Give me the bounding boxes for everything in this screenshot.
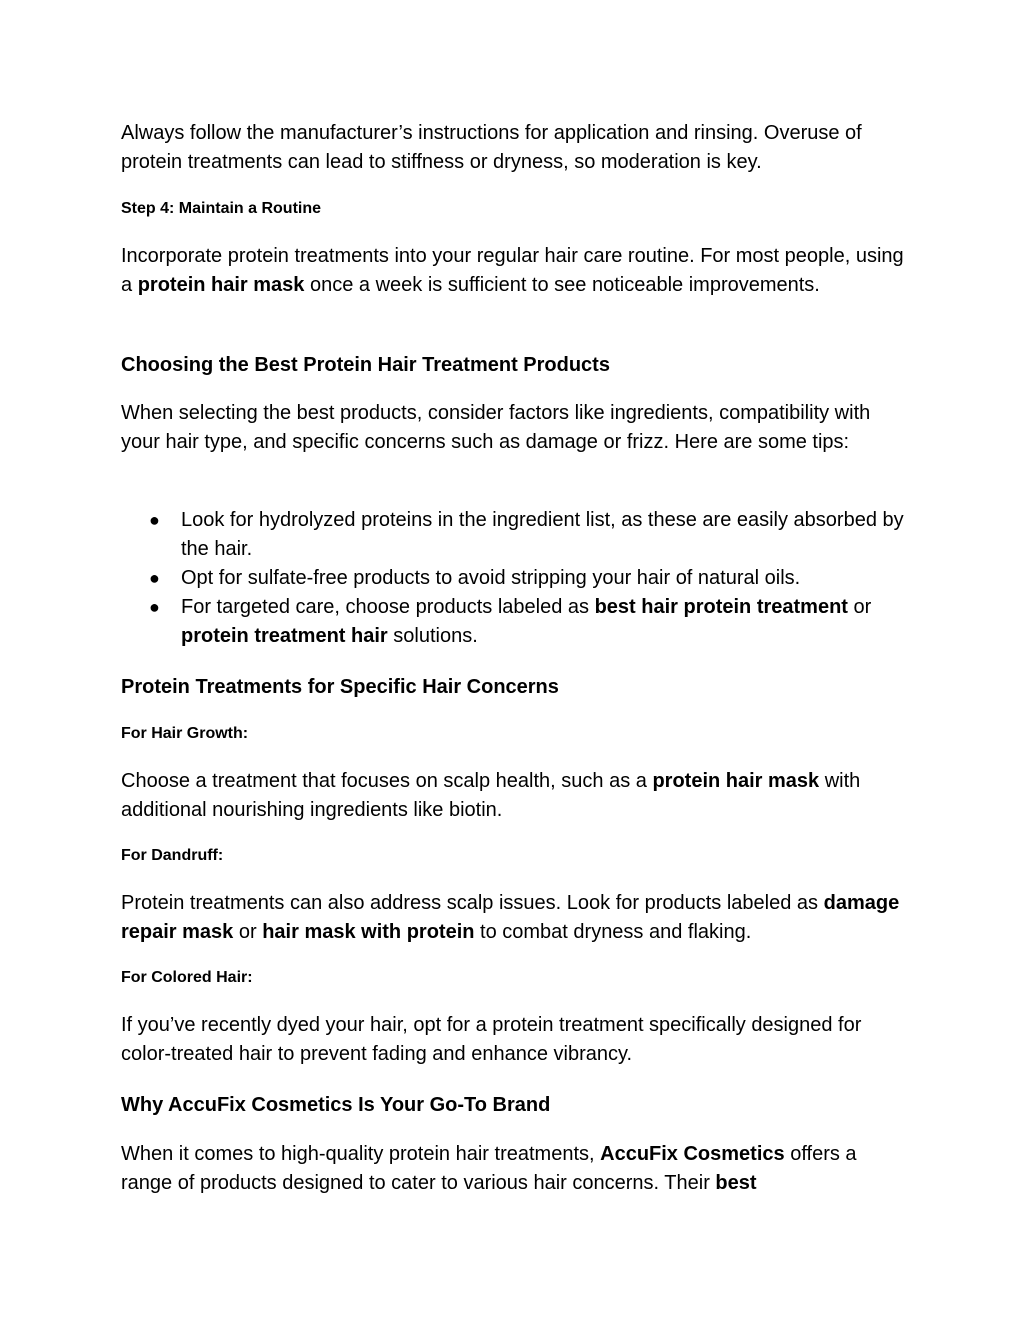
bold-keyword: best <box>715 1172 757 1194</box>
bullet-icon: ● <box>149 597 160 617</box>
subheading-colored-hair: For Colored Hair: <box>121 969 253 986</box>
text-segment: or <box>233 921 263 943</box>
subheading-dandruff: For Dandruff: <box>121 847 224 864</box>
text-segment: When it comes to high-quality protein hair treatments, <box>121 1143 601 1165</box>
text-segment: once a week is sufficient to see noticeable improvements. <box>304 274 820 296</box>
list-item-text: Look for hydrolyzed proteins in the ingredient list, as these are easily absorbed by the hair. <box>181 509 904 560</box>
bold-keyword: hair mask with protein <box>262 921 475 943</box>
list-item <box>121 593 911 651</box>
text-segment: with additional nourishing ingredients like biotin. <box>121 770 861 821</box>
paragraph-selecting-products: When selecting the best products, consider factors like ingredients, compatibility with your hair type, and specific concerns such as damage or frizz. Here are some tips: <box>121 402 871 453</box>
bold-keyword: best hair protein treatment <box>594 596 848 618</box>
bold-keyword: protein hair mask <box>652 770 820 792</box>
subheading-hair-growth: For Hair Growth: <box>121 725 249 742</box>
list-item-text: Opt for sulfate-free products to avoid stripping your hair of natural oils. <box>181 567 801 589</box>
tips-list <box>121 506 911 651</box>
paragraph-hair-growth <box>121 767 911 825</box>
bullet-icon: ● <box>149 568 160 588</box>
list-item <box>121 564 911 593</box>
paragraph-colored-hair: If you’ve recently dyed your hair, opt for a protein treatment specifically designed for color-treated hair to prevent fading and enhance vibrancy. <box>121 1014 862 1065</box>
text-segment: offers a range of products designed to cater to various hair concerns. Their <box>121 1143 857 1194</box>
bold-keyword: protein treatment hair <box>181 625 388 647</box>
section-heading-specific-concerns: Protein Treatments for Specific Hair Concerns <box>121 676 559 698</box>
text-segment: solutions. <box>387 625 478 647</box>
bold-keyword: AccuFix Cosmetics <box>600 1143 785 1165</box>
bullet-icon: ● <box>149 510 160 530</box>
section-heading-why-accufix: Why AccuFix Cosmetics Is Your Go-To Brand <box>121 1094 551 1116</box>
text-segment: Protein treatments can also address scalp issues. Look for products labeled as <box>121 892 824 914</box>
text-segment: Choose a treatment that focuses on scalp health, such as a <box>121 770 653 792</box>
bold-keyword: protein hair mask <box>137 274 305 296</box>
paragraph-accufix <box>121 1140 911 1198</box>
paragraph-maintain-routine <box>121 242 911 300</box>
bold-keyword: damage repair mask <box>121 892 900 943</box>
text-segment: For targeted care, choose products labeled as <box>181 596 595 618</box>
step-4-heading: Step 4: Maintain a Routine <box>121 200 322 217</box>
paragraph-manufacturer-instructions: Always follow the manufacturer’s instructions for application and rinsing. Overuse of protein treatments can lead to stiffness or dryness, so moderation is key. <box>121 122 862 173</box>
list-item <box>121 506 911 564</box>
section-heading-choosing-products: Choosing the Best Protein Hair Treatment Products <box>121 354 610 376</box>
text-segment: or <box>847 596 872 618</box>
paragraph-dandruff <box>121 889 911 947</box>
text-segment: to combat dryness and flaking. <box>474 921 752 943</box>
text-segment: Incorporate protein treatments into your regular hair care routine. For most people, using a <box>121 245 904 296</box>
